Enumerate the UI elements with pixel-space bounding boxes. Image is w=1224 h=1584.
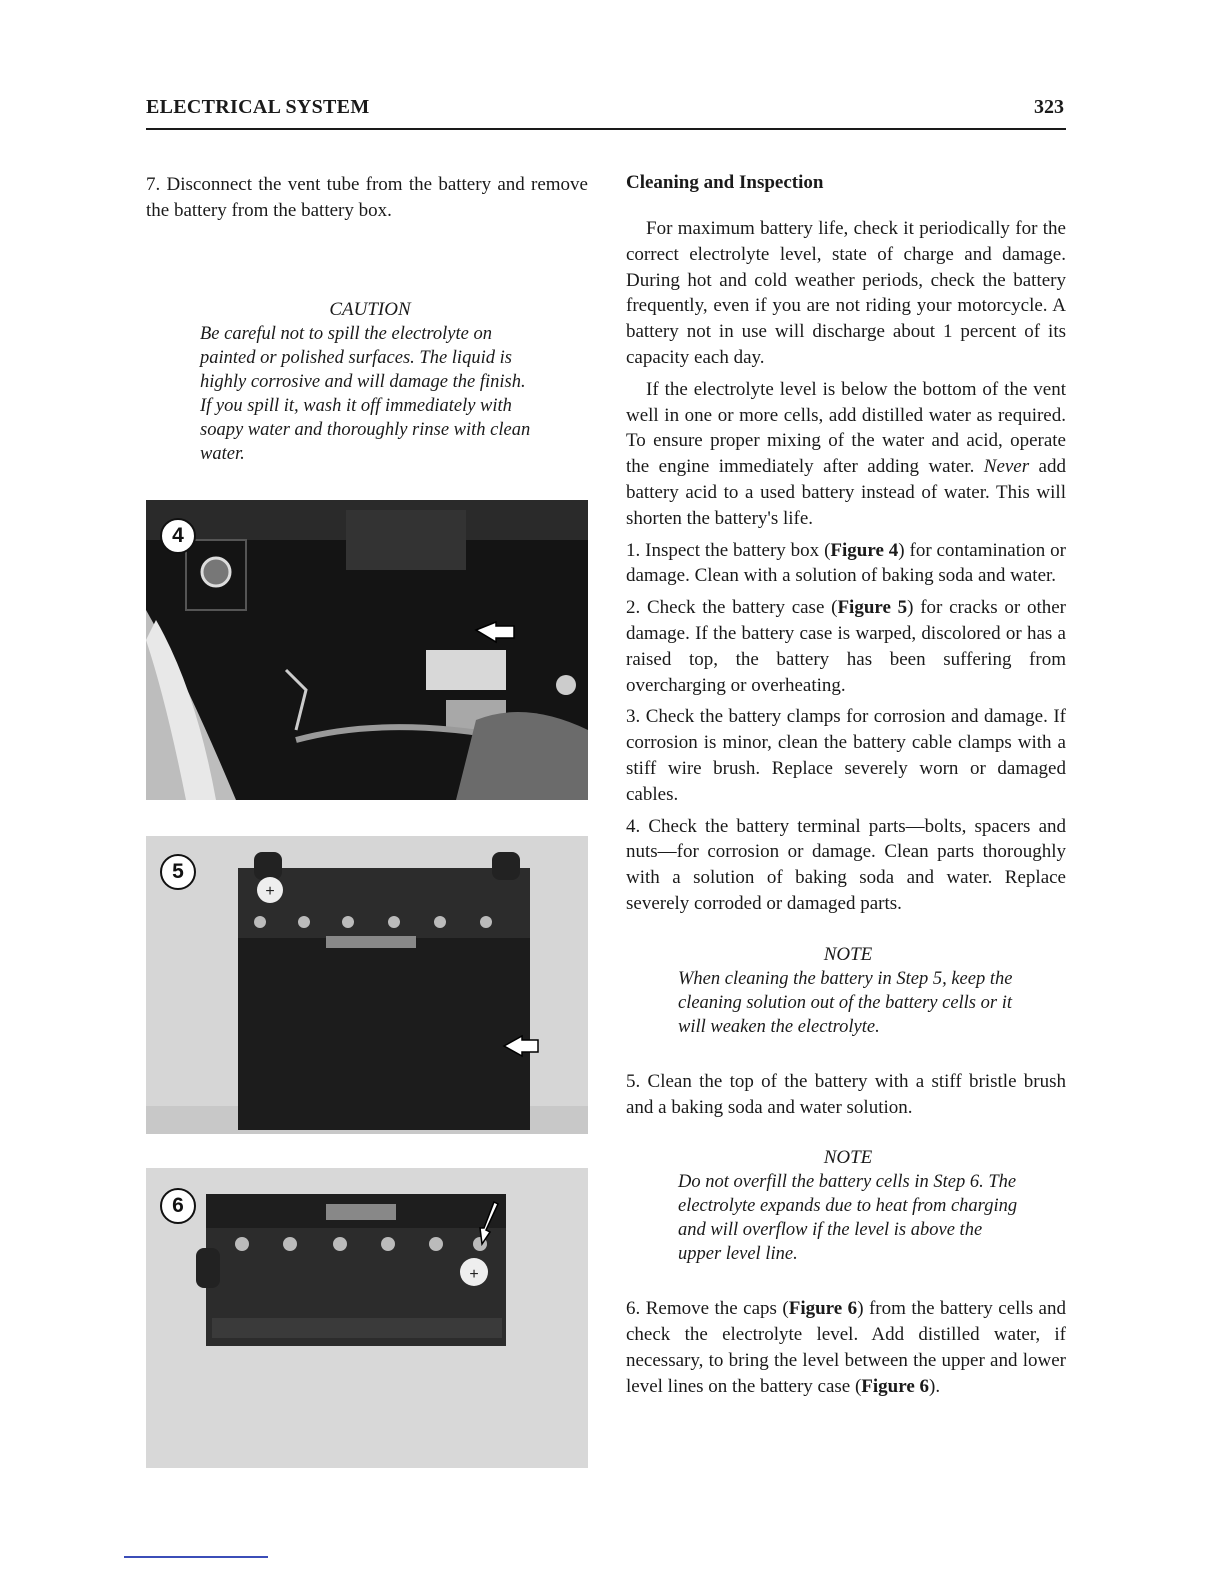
figure-4-label: 4 (160, 518, 196, 554)
page-number: 323 (1034, 96, 1064, 118)
step-6-part-c: ). (929, 1375, 941, 1397)
step-5: 5. Clean the top of the battery with a stiff bristle brush and a baking soda and water solution. (626, 1070, 1066, 1118)
svg-text:+: + (265, 883, 275, 900)
step-6-part-a: 6. Remove the caps ( (626, 1298, 789, 1320)
step-4: 4. Check the battery terminal parts—bolts, spacers and nuts—for corrosion or damage. Clean parts thoroughly with a solution of baking soda and water. Replace severely corroded or damaged parts. (626, 815, 1066, 914)
note-2-title: NOTE (823, 1147, 873, 1169)
section-title: ELECTRICAL SYSTEM (146, 96, 370, 118)
figure-5-ref: Figure 5 (837, 597, 908, 619)
page-header (146, 94, 1066, 130)
note-1-title: NOTE (823, 943, 873, 965)
figure-6-label: 6 (160, 1188, 196, 1224)
section-heading: Cleaning and Inspection (626, 172, 824, 193)
right-column (626, 172, 1066, 1400)
note-2 (678, 1146, 1018, 1266)
step-2-part-a: 2. Check the battery case ( (626, 597, 838, 619)
step-3: 3. Check the battery clamps for corrosion and damage. If corrosion is minor, clean the battery cable clamps with a stiff wire brush. Replace severely worn or damaged cables. (626, 706, 1066, 805)
left-column (146, 172, 588, 464)
step-1-part-a: 1. Inspect the battery box ( (626, 539, 831, 561)
footer-rule (124, 1556, 268, 1558)
step-2-part-b: ) for cracks or other damage. If the battery case is warped, discolored or has a raised top, the battery has been suffering from overcharging or overheating. (626, 597, 1066, 696)
svg-text:+: + (469, 1266, 479, 1283)
paragraph-1: For maximum battery life, check it periodically for the correct electrolyte level, state of charge and damage. During hot and cold weather periods, check the battery frequently, even if you are not riding your motorcycle. A battery not in use will discharge about 1 percent of its capacity each day. (626, 218, 1066, 368)
note-1-text: When cleaning the battery in Step 5, keep the cleaning solution out of the battery cells or it will weaken the electrolyte. (678, 968, 1013, 1037)
figure-5-label: 5 (160, 854, 196, 890)
figure-5-image (146, 836, 588, 1134)
figure-6-photo (146, 1168, 588, 1468)
paragraph-2-part-a: If the electrolyte level is below the bottom of the vent well in one or more cells, add distilled water as required. To ensure proper mixing of the water and acid, operate the engine immediately after adding water. (626, 378, 1066, 478)
caution-title: CAUTION (329, 299, 411, 320)
figure-4-ref: Figure 4 (830, 539, 899, 561)
step-6 (626, 1296, 1066, 1399)
step-2 (626, 595, 1066, 698)
step-1 (626, 538, 1066, 590)
note-1 (678, 943, 1018, 1039)
emphasis-never: Never (983, 456, 1030, 478)
note-2-text: Do not overfill the battery cells in Step 6. The electrolyte expands due to heat from charging and will overflow if the level is above the upper level line. (678, 1172, 1018, 1265)
figure-5-photo (146, 836, 588, 1134)
paragraph-2-part-b: add battery acid to a used battery instead of water. This will shorten the battery's life. (626, 456, 1066, 529)
caution-text: Be careful not to spill the electrolyte on painted or polished surfaces. The liquid is highly corrosive and will damage the finish. If you spill it, wash it off immediately with soapy water and thoroughly rinse with clean water. (200, 324, 531, 464)
figure-4-photo (146, 500, 588, 800)
step-1-part-b: ) for contamination or damage. Clean with a solution of baking soda and water. (626, 539, 1066, 587)
figure-6-image (146, 1168, 588, 1468)
step-6-part-b: ) from the battery cells and check the electrolyte level. Add distilled water, if necessary, to bring the level between the upper and lower level lines on the battery case ( (626, 1298, 1066, 1397)
figure-6-ref: Figure 6 (788, 1298, 858, 1320)
caution-box (200, 298, 540, 466)
step-7: 7. Disconnect the vent tube from the battery and remove the battery from the battery box. (146, 174, 588, 221)
paragraph-2 (626, 377, 1066, 532)
figure-4-image (146, 500, 588, 800)
figure-6-ref-2: Figure 6 (861, 1375, 930, 1397)
